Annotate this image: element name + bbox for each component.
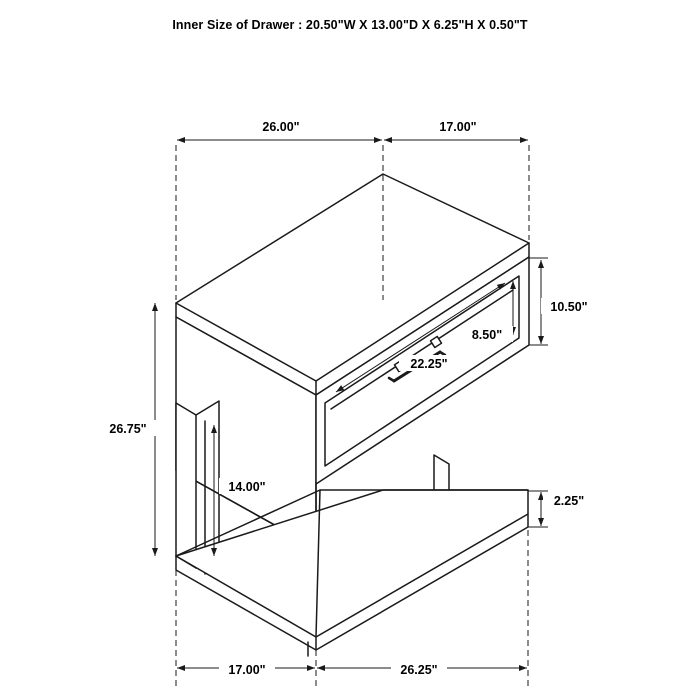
page-title: Inner Size of Drawer : 20.50"W X 13.00"D X 6.25"H X 0.50"T bbox=[172, 18, 528, 32]
dim-case-height: 10.50" bbox=[550, 300, 588, 314]
furniture-outline bbox=[176, 174, 529, 656]
dim-overall-height: 26.75" bbox=[109, 422, 147, 436]
dim-open-shelf-height: 14.00" bbox=[228, 480, 266, 494]
dim-drawer-front-width: 22.25" bbox=[410, 357, 448, 371]
dim-base-depth: 17.00" bbox=[228, 663, 266, 677]
dim-base-width: 26.25" bbox=[400, 663, 438, 677]
dim-top-depth-side: 17.00" bbox=[439, 120, 477, 134]
dim-drawer-front-height: 8.50" bbox=[471, 328, 503, 342]
dim-top-width-front: 26.00" bbox=[262, 120, 300, 134]
dim-base-thickness: 2.25" bbox=[553, 494, 585, 508]
